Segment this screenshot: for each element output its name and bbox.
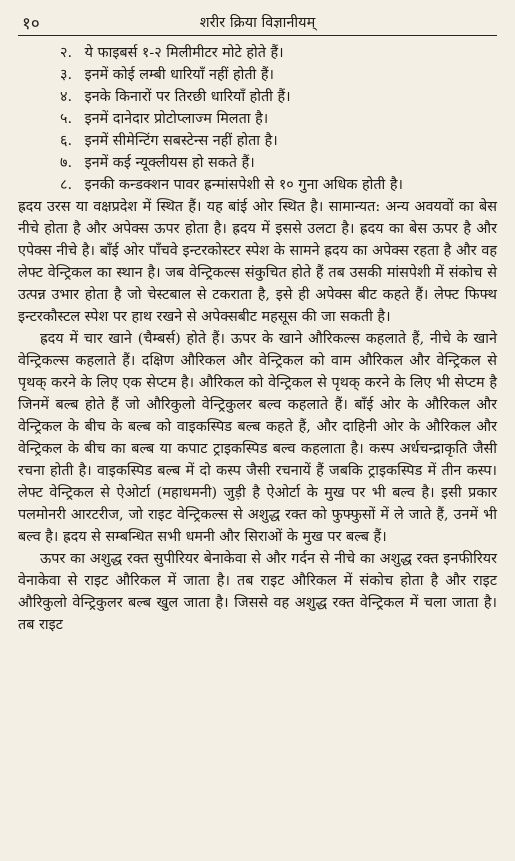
list-item — [60, 86, 497, 108]
list-item-number: २. — [60, 45, 73, 61]
list-item-number: ५. — [60, 111, 73, 127]
paragraph-heart-position: ह्रदय उरस या वक्षप्रदेश में स्थित हैं। यह बांई ओर स्थित है। सामान्यत: अन्य अवयवों का बेस नीचे होता है और अपेक्स ऊपर होता है। ह्रदय में इससे उलटा है। ह्रदय का बेस ऊपर है और एपेक्स नीचे है। बाँई ओर पाँचवे इन्टरकोस्टर स्पेश के सामने ह्रदय का अपेक्स रहता है और वह लेफ्ट वेन्ट्रिकल का स्थान है। जब वेन्ट्रिकल्स संकुचित होते हैं तब उसकी मांसपेशी में संकोच से उत्पन्न उभार होता है जो चेस्टबाल से टकराता है, इसे ही अपेक्स बीट कहते हैं। लेफ्ट फिफ्थ इन्टरकौस्टल स्पेश पर हाथ रखने से अपेक्सबीट महसूस की जा सकती है। — [18, 199, 497, 325]
page-header — [18, 9, 497, 36]
list-item — [60, 64, 497, 86]
numbered-list — [18, 42, 497, 196]
list-item — [60, 174, 497, 196]
list-item-text: इनमें सीमेन्टिंग सबस्टेन्स नहीं होता है। — [84, 133, 278, 149]
list-item-number: ८. — [60, 177, 73, 193]
list-item-number: ४. — [60, 89, 73, 105]
list-item-text: इनमें कई न्यूक्लीयस हो सकते हैं। — [84, 155, 255, 171]
page-number: १० — [22, 14, 40, 34]
list-item-number: ७. — [60, 155, 73, 171]
list-item-text: इनमें दानेदार प्रोटोप्लाज्म मिलता है। — [84, 111, 269, 127]
list-item — [60, 42, 497, 64]
paragraph-heart-chambers: ह्रदय में चार खाने (चैम्बर्स) होते हैं। ऊपर के खाने औरिकल्स कहलाते हैं, नीचे के खाने वेन्ट्रिकल्स कहलाते हैं। दक्षिण औरिकल और वेन्ट्रिकल को वाम औरिकल और वेन्ट्रिकल से पृथक् करने के लिए एक सेप्टम है। औरिकल को वेन्ट्रिकल से पृथक् करने के लिए भी सेप्टम है जिनमें बल्ब होते हैं जो औरिकुलो वेन्ट्रिकुलर बल्व कहलाते हैं। बाँई ओर के औरिकल और वेन्ट्रिकल के बीच के बल्ब को वाइकस्पिड बल्ब कहते हैं, और दाहिनी ओर के औरिकल और वेन्ट्रिकल के बीच का बल्ब या कपाट ट्राइकस्पिड बल्व कहलाता है। कस्प अर्धचन्द्राकृति जैसी रचना होती है। वाइकस्पिड बल्ब में दो कस्प जैसी रचनायें हैं जबकि ट्राइकस्पिड में तीन कस्प। लेफ्ट वेन्ट्रिकल से ऐओर्टा (महाधमनी) जुड़ी है ऐओर्टा के मुख पर भी बल्व है। इसी प्रकार पलमोनरी आरटरीज, जो राइट वेन्ट्रिकल्स से अशुद्ध रक्त को फुफ्फुसों में ले जाते हैं, उनमें भी बल्व है। ह्रदय से सम्बन्धित सभी धमनी और सिराओं के मुख पर बल्ब हैं। — [18, 331, 497, 545]
running-title: शरीर क्रिया विज्ञानीयम् — [199, 15, 316, 31]
paragraph-blood-flow: ऊपर का अशुद्ध रक्त सुपीरियर बेनाकेवा से और गर्दन से नीचे का अशुद्ध रक्त इनफीरियर वेनाकेवा से राइट औरिकल में जाता है। तब राइट औरिकल में संकोच होता है और राइट औरिकुलो वेन्ट्रिकुलर बल्ब खुल जाता है। जिससे वह अशुद्ध रक्त वेन्ट्रिकल में चला जाता है। तब राइट — [18, 551, 497, 633]
list-item — [60, 152, 497, 174]
list-item-text: इनकी कन्डक्शन पावर ह्रन्मांसपेशी से १० गुना अधिक होती है। — [84, 177, 403, 193]
list-item-number: ३. — [60, 67, 73, 83]
list-item-number: ६. — [60, 133, 73, 149]
list-item — [60, 108, 497, 130]
list-item-text: इनके किनारों पर तिरछी धारियाँ होती हैं। — [84, 89, 291, 105]
list-item-text: इनमें कोई लम्बी धारियाँ नहीं होती हैं। — [84, 67, 274, 83]
list-item-text: ये फाइबर्स १-२ मिलीमीटर मोटे होते हैं। — [84, 45, 284, 61]
list-item — [60, 130, 497, 152]
